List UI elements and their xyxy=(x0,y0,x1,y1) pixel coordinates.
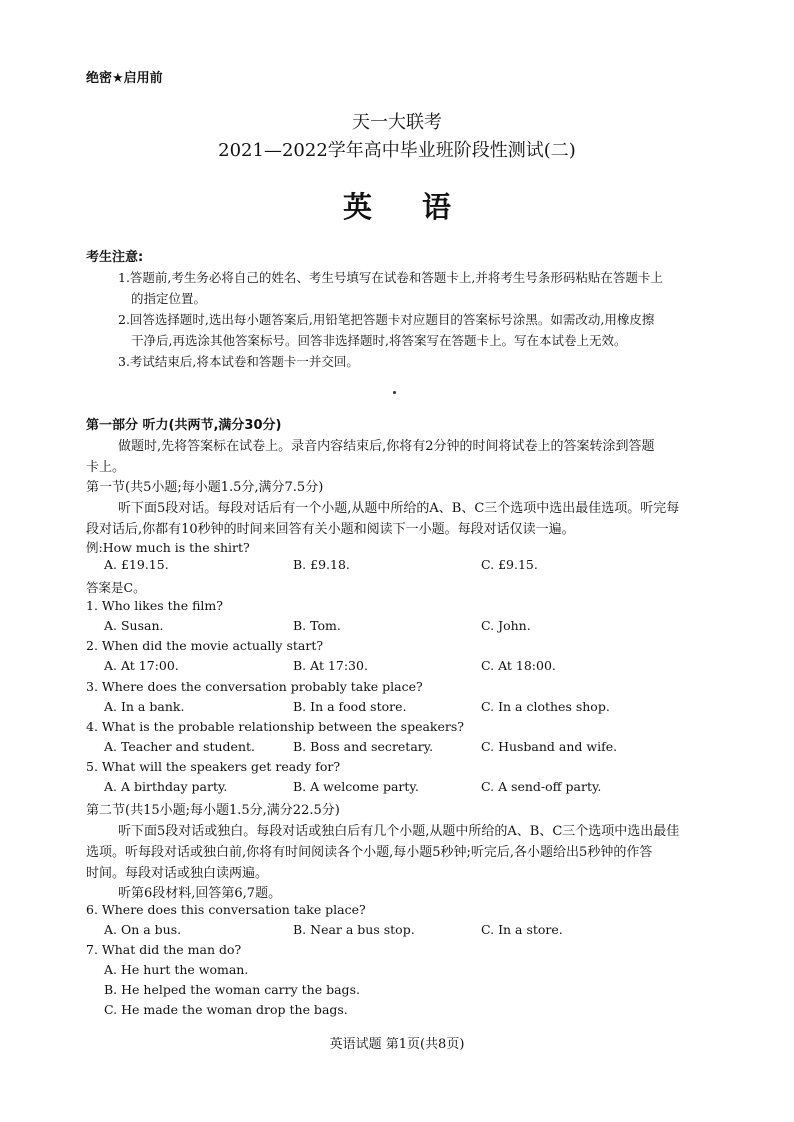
question-3-option-c: C. In a clothes shop. xyxy=(481,699,610,714)
question-6: 6. Where does this conversation take place? xyxy=(86,902,366,917)
question-7-option-c: C. He made the woman drop the bags. xyxy=(104,1002,348,1017)
question-2-option-c: C. At 18:00. xyxy=(481,658,556,673)
page-footer: 英语试题 第1页(共8页) xyxy=(329,1037,465,1052)
question-1-option-b: B. Tom. xyxy=(293,618,341,633)
question-1-option-a: A. Susan. xyxy=(104,618,164,633)
notice-heading: 考生注意: xyxy=(86,250,144,265)
part1-intro: 卡上。 xyxy=(86,460,126,475)
subject-title: 英 语 xyxy=(342,190,472,224)
section1-heading: 第一节(共5小题;每小题1.5分,满分7.5分) xyxy=(86,480,324,495)
question-2: 2. When did the movie actually start? xyxy=(86,638,324,653)
section2-instruction: 听下面5段对话或独白。每段对话或独白后有几个小题,从题中所给的A、B、C三个选项中选出最佳 xyxy=(118,824,680,839)
material-instruction: 听第6段材料,回答第6,7题。 xyxy=(118,886,282,901)
section2-instruction: 选项。听每段对话或独白前,你将有时间阅读各个小题,每小题5秒钟;听完后,各小题给出5秒钟的作答 xyxy=(86,845,653,860)
section1-instruction: 听下面5段对话。每段对话后有一个小题,从题中所给的A、B、C三个选项中选出最佳选项。听完每 xyxy=(118,501,680,516)
question-6-option-b: B. Near a bus stop. xyxy=(293,922,415,937)
question-6-option-a: A. On a bus. xyxy=(104,922,182,937)
section2-instruction: 时间。每段对话或独白读两遍。 xyxy=(86,866,269,881)
section1-instruction: 段对话后,你都有10秒钟的时间来回答有关小题和阅读下一小题。每段对话仅读一遍。 xyxy=(86,522,575,537)
part1-heading: 第一部分 听力(共两节,满分30分) xyxy=(86,418,282,433)
question-4-option-b: B. Boss and secretary. xyxy=(293,739,434,754)
question-3-option-a: A. In a bank. xyxy=(104,699,185,714)
notice-line: 干净后,再选涂其他答案标号。回答非选择题时,将答案写在答题卡上。写在本试卷上无效。 xyxy=(131,333,627,348)
part1-intro: 做题时,先将答案标在试卷上。录音内容结束后,你将有2分钟的时间将试卷上的答案转涂到答题 xyxy=(118,439,655,454)
question-1-option-c: C. John. xyxy=(481,618,531,633)
secret-label: 绝密★启用前 xyxy=(86,71,163,86)
notice-line: 1.答题前,考生务必将自己的姓名、考生号填写在试卷和答题卡上,并将考生号条形码粘贴在答题卡上 xyxy=(118,270,663,285)
question-7-option-b: B. He helped the woman carry the bags. xyxy=(104,982,360,997)
question-5: 5. What will the speakers get ready for? xyxy=(86,759,341,774)
example-option-a: A. £19.15. xyxy=(104,557,169,572)
question-1: 1. Who likes the film? xyxy=(86,598,223,613)
question-5-option-c: C. A send-off party. xyxy=(481,779,602,794)
exam-full-title: 2021—2022学年高中毕业班阶段性测试(二) xyxy=(218,140,576,161)
question-6-option-c: C. In a store. xyxy=(481,922,563,937)
question-4: 4. What is the probable relationship between the speakers? xyxy=(86,719,464,734)
question-4-option-a: A. Teacher and student. xyxy=(104,739,256,754)
question-4-option-c: C. Husband and wife. xyxy=(481,739,618,754)
question-3: 3. Where does the conversation probably take place? xyxy=(86,679,423,694)
question-5-option-b: B. A welcome party. xyxy=(293,779,419,794)
exam-name: 天一大联考 xyxy=(352,112,442,133)
question-5-option-a: A. A birthday party. xyxy=(104,779,228,794)
question-7: 7. What did the man do? xyxy=(86,942,242,957)
notice-line: 3.考试结束后,将本试卷和答题卡一并交回。 xyxy=(118,354,359,369)
notice-line: 的指定位置。 xyxy=(131,291,207,306)
section2-heading: 第二节(共15小题;每小题1.5分,满分22.5分) xyxy=(86,803,340,818)
question-3-option-b: B. In a food store. xyxy=(293,699,407,714)
example-option-b: B. £9.18. xyxy=(293,557,350,572)
example-question: 例:How much is the shirt? xyxy=(86,540,250,555)
example-option-c: C. £9.15. xyxy=(481,557,538,572)
question-7-option-a: A. He hurt the woman. xyxy=(104,962,249,977)
question-2-option-b: B. At 17:30. xyxy=(293,658,368,673)
speck-mark xyxy=(393,391,396,394)
notice-line: 2.回答选择题时,选出每小题答案后,用铅笔把答题卡对应题目的答案标号涂黑。如需改动,用橡皮擦 xyxy=(118,312,655,327)
example-answer: 答案是C。 xyxy=(86,580,146,595)
question-2-option-a: A. At 17:00. xyxy=(104,658,179,673)
